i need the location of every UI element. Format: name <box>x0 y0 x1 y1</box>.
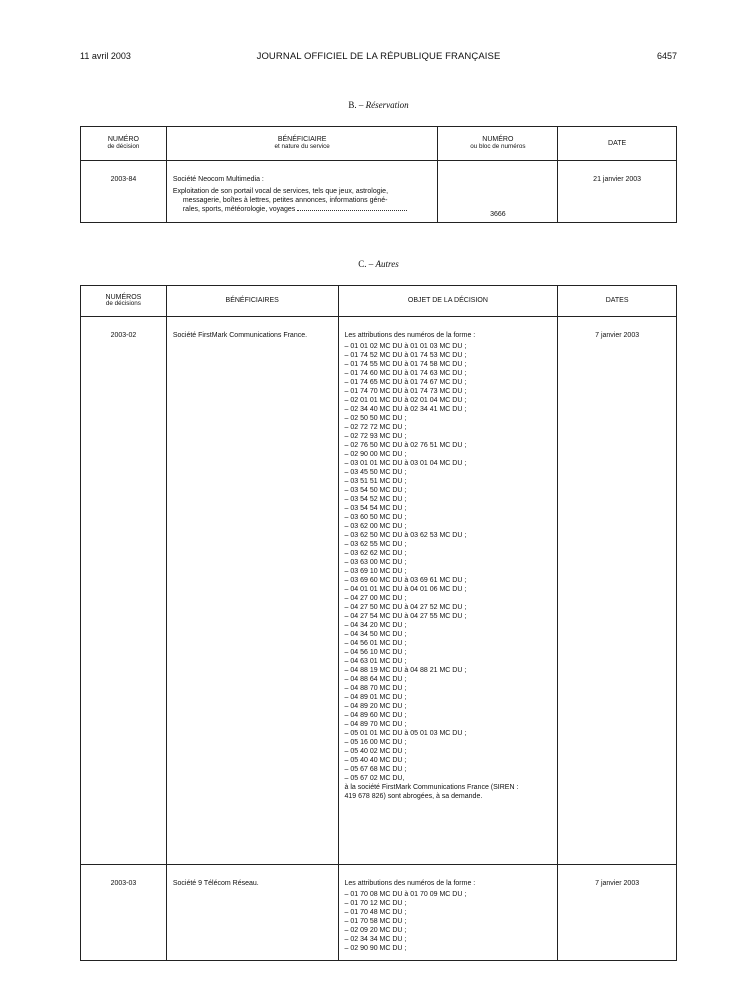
col-num-decisions: NUMÉROS de décisions <box>81 286 167 317</box>
list-item: – 03 62 50 MC DU à 03 62 53 MC DU ; <box>344 532 467 539</box>
list-item: – 04 27 00 MC DU ; <box>344 595 407 602</box>
list-item: – 03 62 55 MC DU ; <box>344 541 407 548</box>
list-item: à la société FirstMark Communications France (SIREN : <box>344 784 519 791</box>
list-item: – 03 51 51 MC DU ; <box>344 478 407 485</box>
section-c-title-italic: Autres <box>375 259 399 269</box>
section-c-title: C. – Autres <box>358 259 399 269</box>
service-line: messagerie, boîtes à lettres, petites annonces, informations géné- <box>182 197 388 204</box>
list-item: – 01 70 58 MC DU ; <box>344 918 407 925</box>
list-item: – 03 62 00 MC DU ; <box>344 523 407 530</box>
decision-number: 2003-02 <box>81 317 167 865</box>
beneficiaire-name: Société Neocom Multimedia : <box>172 176 264 183</box>
date-cell: 21 janvier 2003 <box>558 161 677 223</box>
autres-table <box>80 285 677 961</box>
page-number: 6457 <box>656 51 677 61</box>
list-item: – 02 34 34 MC DU ; <box>344 936 407 943</box>
list-item: – 01 70 12 MC DU ; <box>344 900 407 907</box>
list-item: – 04 88 19 MC DU à 04 88 21 MC DU ; <box>344 667 467 674</box>
objet-intro: Les attributions des numéros de la forme : <box>344 880 476 887</box>
service-line: Exploitation de son portail vocal de services, tels que jeux, astrologie, <box>172 188 389 195</box>
list-item: – 03 63 00 MC DU ; <box>344 559 407 566</box>
col-beneficiaire: BÉNÉFICIAIRE et nature du service <box>166 127 438 161</box>
beneficiaire-cell: Société 9 Télécom Réseau. <box>166 865 338 961</box>
list-item: – 03 45 50 MC DU ; <box>344 469 407 476</box>
reservation-row <box>81 161 677 223</box>
list-item: – 02 76 50 MC DU à 02 76 51 MC DU ; <box>344 442 467 449</box>
list-item: – 01 74 55 MC DU à 01 74 58 MC DU ; <box>344 361 467 368</box>
list-item: – 02 72 93 MC DU ; <box>344 433 407 440</box>
date-cell: 7 janvier 2003 <box>558 317 677 865</box>
list-item: – 02 09 20 MC DU ; <box>344 927 407 934</box>
list-item: – 05 40 40 MC DU ; <box>344 757 407 764</box>
list-item: – 01 74 60 MC DU à 01 74 63 MC DU ; <box>344 370 467 377</box>
col-objet: OBJET DE LA DÉCISION <box>338 286 558 317</box>
list-item: – 04 27 54 MC DU à 04 27 55 MC DU ; <box>344 613 467 620</box>
list-item: – 05 16 00 MC DU ; <box>344 739 407 746</box>
list-item: – 02 34 40 MC DU à 02 34 41 MC DU ; <box>344 406 467 413</box>
list-item: – 04 27 50 MC DU à 04 27 52 MC DU ; <box>344 604 467 611</box>
service-line: rales, sports, météorologie, voyages <box>173 205 432 214</box>
list-item: – 02 90 00 MC DU ; <box>344 451 407 458</box>
list-item: – 01 70 48 MC DU ; <box>344 909 407 916</box>
reservation-table <box>80 126 677 223</box>
decision-number: 2003-03 <box>81 865 167 961</box>
list-item: – 04 89 01 MC DU ; <box>344 694 407 701</box>
list-item: – 01 70 08 MC DU à 01 70 09 MC DU ; <box>344 891 467 898</box>
list-item: – 05 67 02 MC DU, <box>344 775 405 782</box>
list-item: – 01 74 65 MC DU à 01 74 67 MC DU ; <box>344 379 467 386</box>
objet-closing <box>345 783 552 801</box>
col-num-bloc: NUMÉRO ou bloc de numéros <box>438 127 558 161</box>
autres-header-row <box>81 286 677 317</box>
list-item: – 04 88 70 MC DU ; <box>344 685 407 692</box>
list-item: – 04 56 01 MC DU ; <box>344 640 407 647</box>
table-row <box>81 865 677 961</box>
list-item: – 04 88 64 MC DU ; <box>344 676 407 683</box>
list-item: – 03 69 60 MC DU à 03 69 61 MC DU ; <box>344 577 467 584</box>
objet-cell <box>338 865 558 961</box>
list-item: – 04 34 20 MC DU ; <box>344 622 407 629</box>
list-item: – 03 54 54 MC DU ; <box>344 505 407 512</box>
list-item: – 03 62 62 MC DU ; <box>344 550 407 557</box>
list-item: – 04 56 10 MC DU ; <box>344 649 407 656</box>
list-item: – 03 01 01 MC DU à 03 01 04 MC DU ; <box>344 460 467 467</box>
col-date: DATE <box>558 127 677 161</box>
section-b-title-italic: Réservation <box>365 100 409 110</box>
section-b-title: B. – Réservation <box>348 100 409 110</box>
list-item: – 01 74 52 MC DU à 01 74 53 MC DU ; <box>344 352 467 359</box>
date-cell: 7 janvier 2003 <box>558 865 677 961</box>
list-item: – 05 40 02 MC DU ; <box>344 748 407 755</box>
list-item: – 05 67 68 MC DU ; <box>344 766 407 773</box>
objet-cell <box>338 317 558 865</box>
page-header <box>80 51 677 65</box>
col-num-decision: NUMÉRO de décision <box>81 127 167 161</box>
col-beneficiaires: BÉNÉFICIAIRES <box>166 286 338 317</box>
list-item: – 03 54 50 MC DU ; <box>344 487 407 494</box>
list-item: – 04 89 60 MC DU ; <box>344 712 407 719</box>
list-item: – 03 54 52 MC DU ; <box>344 496 407 503</box>
reservation-header-row <box>81 127 677 161</box>
header-date: 11 avril 2003 <box>80 51 131 61</box>
list-item: – 04 89 20 MC DU ; <box>344 703 407 710</box>
list-item: – 02 90 90 MC DU ; <box>344 945 407 952</box>
list-item: – 04 34 50 MC DU ; <box>344 631 407 638</box>
list-item: – 03 69 10 MC DU ; <box>344 568 407 575</box>
numero-cell: 3666 <box>438 161 558 223</box>
list-item: – 02 50 50 MC DU ; <box>344 415 407 422</box>
list-item: – 01 01 02 MC DU à 01 01 03 MC DU ; <box>344 343 467 350</box>
header-title: JOURNAL OFFICIEL DE LA RÉPUBLIQUE FRANÇAISE <box>256 51 501 62</box>
list-item: – 04 01 01 MC DU à 04 01 06 MC DU ; <box>344 586 467 593</box>
list-item: 419 678 826) sont abrogées, à sa demande. <box>344 793 483 800</box>
col-dates: DATES <box>558 286 677 317</box>
list-item: – 02 01 01 MC DU à 02 01 04 MC DU ; <box>344 397 467 404</box>
table-row <box>81 317 677 865</box>
list-item: – 05 01 01 MC DU à 05 01 03 MC DU ; <box>344 730 467 737</box>
list-item: – 04 63 01 MC DU ; <box>344 658 407 665</box>
list-item: – 01 74 70 MC DU à 01 74 73 MC DU ; <box>344 388 467 395</box>
list-item: – 04 89 70 MC DU ; <box>344 721 407 728</box>
objet-intro: Les attributions des numéros de la forme : <box>344 332 476 339</box>
decision-number: 2003-84 <box>81 161 167 223</box>
list-item: – 03 60 50 MC DU ; <box>344 514 407 521</box>
list-item: – 02 72 72 MC DU ; <box>344 424 407 431</box>
number-list <box>345 890 552 953</box>
beneficiaire-cell <box>166 161 438 223</box>
beneficiaire-cell: Société FirstMark Communications France. <box>166 317 338 865</box>
number-list <box>345 342 552 783</box>
